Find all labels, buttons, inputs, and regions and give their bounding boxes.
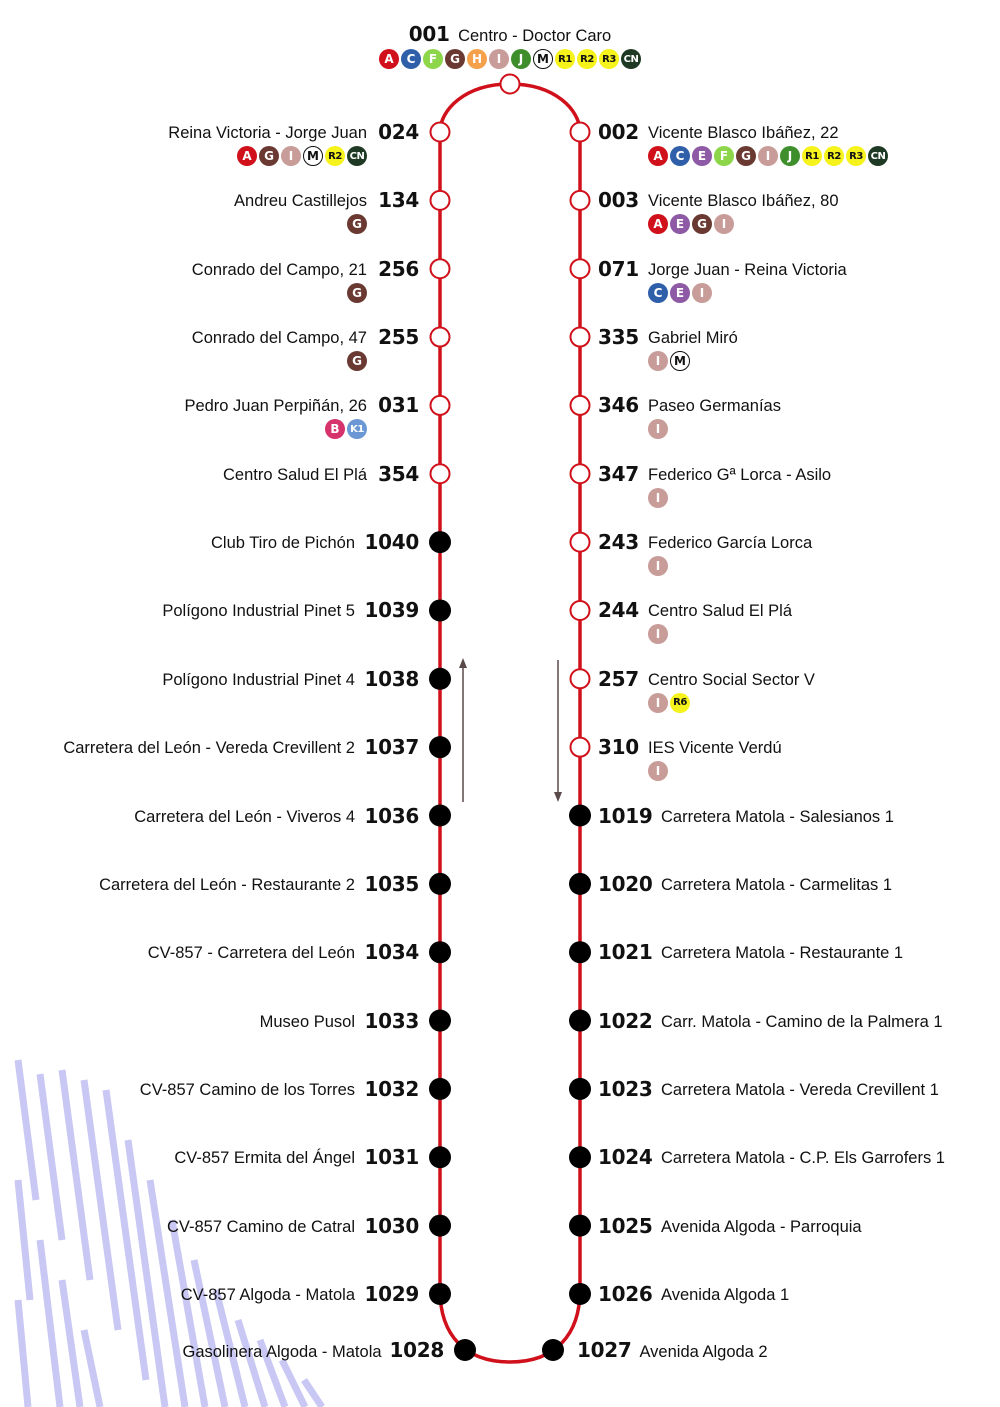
stop-name: Andreu Castillejos	[234, 192, 367, 211]
stop-code: 243	[598, 530, 639, 555]
stop-marker-257	[571, 669, 590, 688]
stop-marker-354	[431, 464, 450, 483]
stop-marker-1027	[542, 1339, 564, 1361]
line-badge-c[interactable]: C	[401, 49, 421, 69]
stop-name: Centro Salud El Plá	[223, 465, 367, 484]
route-line	[440, 84, 580, 1362]
line-badge-f[interactable]: F	[714, 146, 734, 166]
line-badge-r2[interactable]: R2	[577, 49, 597, 69]
stop-code: 1034	[364, 940, 419, 965]
line-badge-m[interactable]: M	[533, 49, 553, 69]
stop-1019[interactable]	[598, 804, 998, 854]
line-badge-i[interactable]: I	[648, 419, 668, 439]
stop-1027[interactable]	[577, 1338, 768, 1364]
stop-marker-347	[571, 464, 590, 483]
line-badge-a[interactable]: A	[648, 146, 668, 166]
stop-lines	[648, 488, 668, 508]
stop-lines	[648, 624, 668, 644]
line-badge-i[interactable]: I	[281, 146, 301, 166]
stop-lines	[325, 419, 367, 439]
stop-lines	[347, 214, 367, 234]
line-badge-g[interactable]: G	[259, 146, 279, 166]
line-badge-f[interactable]: F	[423, 49, 443, 69]
line-badge-j[interactable]: J	[780, 146, 800, 166]
stop-002[interactable]	[598, 120, 998, 170]
stop-marker-071	[571, 259, 590, 278]
stop-name: Carretera Matola - C.P. Els Garrofers 1	[661, 1149, 945, 1168]
stop-code: 255	[378, 325, 419, 350]
line-badge-a[interactable]: A	[379, 49, 399, 69]
top-stop-label	[0, 22, 1000, 46]
stop-name: Gasolinera Algoda - Matola	[182, 1343, 382, 1361]
stop-code: 1023	[598, 1076, 653, 1101]
stop-1025[interactable]	[598, 1214, 998, 1264]
stop-name: Carretera del León - Vereda Crevillent 2	[63, 739, 355, 758]
line-badge-m[interactable]: M	[303, 146, 323, 166]
stop-255[interactable]	[19, 325, 419, 375]
stop-code: 335	[598, 325, 639, 350]
stop-name: CV-857 - Carretera del León	[147, 944, 355, 963]
line-badge-g[interactable]: G	[347, 351, 367, 371]
stop-name: Federico Gª Lorca - Asilo	[648, 465, 832, 484]
stop-lines	[648, 556, 668, 576]
line-badge-r6[interactable]: R6	[670, 693, 690, 713]
stop-1035[interactable]	[19, 872, 419, 922]
stop-marker-1035	[429, 873, 451, 895]
stop-marker-1040	[429, 531, 451, 553]
stop-1038[interactable]	[19, 667, 419, 717]
stop-marker-244	[571, 601, 590, 620]
stop-marker-031	[431, 396, 450, 415]
stop-code: 1026	[598, 1281, 653, 1306]
stop-1037[interactable]	[19, 735, 419, 785]
stop-003[interactable]	[598, 188, 998, 238]
stop-code: 134	[378, 188, 419, 213]
stop-code: 071	[598, 256, 639, 281]
stop-name: Carretera Matola - Carmelitas 1	[661, 875, 893, 894]
stop-code: 1035	[364, 871, 419, 896]
stop-lines	[347, 283, 367, 303]
stop-marker-310	[571, 738, 590, 757]
stop-marker-024	[431, 123, 450, 142]
stop-code: 347	[598, 461, 639, 486]
stop-071[interactable]	[598, 257, 998, 307]
stop-code: 1020	[598, 871, 653, 896]
top-stop-name: Centro - Doctor Caro	[458, 27, 612, 45]
line-badge-i[interactable]: I	[648, 693, 668, 713]
stop-marker-346	[571, 396, 590, 415]
stop-code: 1032	[364, 1076, 419, 1101]
line-badge-k1[interactable]: K1	[347, 419, 367, 439]
stop-name: Federico García Lorca	[648, 534, 813, 553]
stop-name: Vicente Blasco Ibáñez, 22	[648, 124, 839, 142]
line-badge-c[interactable]: C	[670, 146, 690, 166]
stop-code: 346	[598, 393, 639, 418]
stop-1036[interactable]	[19, 804, 419, 854]
stop-1033[interactable]	[19, 1009, 419, 1059]
stop-code: 024	[378, 120, 419, 144]
line-badge-c[interactable]: C	[648, 283, 668, 303]
stop-1032[interactable]	[19, 1077, 419, 1127]
stop-name: Avenida Algoda 2	[639, 1343, 768, 1361]
stop-name: Carretera del León - Restaurante 2	[99, 875, 355, 894]
stop-243[interactable]	[598, 530, 998, 580]
stop-code: 1030	[364, 1213, 419, 1238]
stop-1030[interactable]	[19, 1214, 419, 1264]
stop-name: Club Tiro de Pichón	[211, 534, 355, 553]
stop-name: Paseo Germanías	[648, 397, 781, 416]
stop-code: 002	[598, 120, 639, 144]
stop-335[interactable]	[598, 325, 998, 375]
line-badge-b[interactable]: B	[325, 419, 345, 439]
line-badge-i[interactable]: I	[692, 283, 712, 303]
line-badge-i[interactable]: I	[489, 49, 509, 69]
line-badge-g[interactable]: G	[445, 49, 465, 69]
line-badge-g[interactable]: G	[692, 214, 712, 234]
stop-code: 1022	[598, 1008, 653, 1033]
stop-marker-1036	[429, 805, 451, 827]
stop-257[interactable]	[598, 667, 998, 717]
stop-code: 1031	[364, 1145, 419, 1170]
stop-marker-243	[571, 533, 590, 552]
stop-code: 1025	[598, 1213, 653, 1238]
line-badge-r2[interactable]: R2	[325, 146, 345, 166]
stop-name: Carretera Matola - Vereda Crevillent 1	[661, 1080, 939, 1099]
stop-name: Jorge Juan - Reina Victoria	[648, 260, 847, 279]
stop-code: 1027	[577, 1338, 632, 1362]
line-badge-m[interactable]: M	[670, 351, 690, 371]
stop-code: 244	[598, 598, 639, 623]
stop-031[interactable]	[19, 393, 419, 443]
stop-name: Gabriel Miró	[648, 329, 738, 348]
line-badge-j[interactable]: J	[511, 49, 531, 69]
stop-code: 1019	[598, 803, 653, 828]
line-badge-a[interactable]: A	[237, 146, 257, 166]
stop-marker-002	[571, 123, 590, 142]
line-badge-r1[interactable]: R1	[555, 49, 575, 69]
stop-name: Pedro Juan Perpiñán, 26	[184, 397, 367, 416]
line-badge-i[interactable]: I	[758, 146, 778, 166]
stop-name: Centro Social Sector V	[648, 670, 815, 689]
stop-name: CV-857 Ermita del Ángel	[174, 1149, 355, 1168]
stop-code: 1036	[364, 803, 419, 828]
stop-lines	[648, 351, 690, 371]
stop-marker-1037	[429, 736, 451, 758]
line-badge-r3[interactable]: R3	[599, 49, 619, 69]
line-badge-e[interactable]: E	[670, 283, 690, 303]
stop-marker-1038	[429, 668, 451, 690]
stop-name: Avenida Algoda - Parroquia	[661, 1217, 862, 1236]
stop-346[interactable]	[598, 393, 998, 443]
line-badge-e[interactable]: E	[692, 146, 712, 166]
stop-code: 310	[598, 735, 639, 760]
line-badge-i[interactable]: I	[648, 761, 668, 781]
stop-marker-1034	[429, 941, 451, 963]
stop-code: 1037	[364, 735, 419, 760]
stop-code: 1039	[364, 598, 419, 623]
stop-lines	[648, 146, 888, 166]
stop-code: 1033	[364, 1008, 419, 1033]
stop-1040[interactable]	[19, 530, 419, 580]
line-badge-i[interactable]: I	[648, 556, 668, 576]
stop-name: Carretera Matola - Salesianos 1	[661, 807, 894, 826]
stop-name: Carretera del León - Viveros 4	[134, 807, 355, 826]
line-badge-i[interactable]: I	[648, 488, 668, 508]
line-badge-r3[interactable]: R3	[846, 146, 866, 166]
stop-code: 1028	[389, 1338, 444, 1362]
stop-marker-1021	[569, 941, 591, 963]
line-badge-i[interactable]: I	[714, 214, 734, 234]
stop-lines	[237, 146, 367, 166]
stop-marker-1019	[569, 805, 591, 827]
top-stop-code: 001	[408, 22, 450, 46]
stop-name: CV-857 Algoda - Matola	[180, 1285, 355, 1304]
stop-1022[interactable]	[598, 1009, 998, 1059]
stop-code: 031	[378, 393, 419, 418]
stop-1024[interactable]	[598, 1145, 998, 1195]
line-badge-r1[interactable]: R1	[802, 146, 822, 166]
stop-marker-1020	[569, 873, 591, 895]
up-arrow-head	[459, 658, 467, 668]
line-badge-g[interactable]: G	[736, 146, 756, 166]
stop-marker-1025	[569, 1215, 591, 1237]
stop-marker-1030	[429, 1215, 451, 1237]
stop-marker-003	[571, 191, 590, 210]
stop-code: 256	[378, 256, 419, 281]
line-badge-cn[interactable]: CN	[621, 49, 641, 69]
line-badge-i[interactable]: I	[648, 624, 668, 644]
stop-1026[interactable]	[598, 1282, 998, 1332]
line-badge-h[interactable]: H	[467, 49, 487, 69]
stop-1031[interactable]	[19, 1145, 419, 1195]
stop-marker-335	[571, 328, 590, 347]
stop-code: 354	[378, 461, 419, 486]
line-badge-e[interactable]: E	[670, 214, 690, 234]
stop-lines	[347, 351, 367, 371]
stop-code: 1021	[598, 940, 653, 965]
stop-name: Carretera Matola - Restaurante 1	[661, 944, 904, 963]
stop-code: 1029	[364, 1281, 419, 1306]
stop-name: Centro Salud El Plá	[648, 602, 792, 621]
stop-name: Carr. Matola - Camino de la Palmera 1	[661, 1012, 943, 1031]
stop-256[interactable]	[19, 257, 419, 307]
stop-marker-1031	[429, 1146, 451, 1168]
stop-024[interactable]	[19, 120, 419, 170]
stop-name: Conrado del Campo, 47	[191, 329, 367, 348]
stop-marker-1024	[569, 1146, 591, 1168]
stop-name: Avenida Algoda 1	[661, 1285, 790, 1304]
stop-code: 1024	[598, 1145, 653, 1170]
stop-lines	[648, 693, 690, 713]
stop-lines	[648, 283, 712, 303]
stop-code: 003	[598, 188, 639, 213]
stop-354[interactable]	[19, 462, 419, 512]
stop-marker-1039	[429, 599, 451, 621]
stop-marker-1033	[429, 1010, 451, 1032]
stop-marker-256	[431, 259, 450, 278]
stop-1029[interactable]	[19, 1282, 419, 1332]
stop-1020[interactable]	[598, 872, 998, 922]
stop-marker-001	[501, 75, 520, 94]
stop-name: IES Vicente Verdú	[648, 739, 782, 758]
stop-marker-1028	[454, 1339, 476, 1361]
stop-name: Polígono Industrial Pinet 4	[162, 670, 355, 689]
stop-marker-1032	[429, 1078, 451, 1100]
top-stop-lines	[0, 49, 1000, 69]
stop-347[interactable]	[598, 462, 998, 512]
stop-1028[interactable]	[183, 1338, 445, 1364]
stop-lines	[648, 419, 668, 439]
stop-1039[interactable]	[19, 598, 419, 648]
line-badge-cn[interactable]: CN	[347, 146, 367, 166]
line-badge-g[interactable]: G	[347, 283, 367, 303]
stop-310[interactable]	[598, 735, 998, 785]
line-badge-i[interactable]: I	[648, 351, 668, 371]
stop-1023[interactable]	[598, 1077, 998, 1127]
stop-name: CV-857 Camino de los Torres	[139, 1080, 355, 1099]
line-badge-g[interactable]: G	[347, 214, 367, 234]
stop-1034[interactable]	[19, 940, 419, 990]
stop-name: Polígono Industrial Pinet 5	[162, 602, 355, 621]
stop-134[interactable]	[19, 188, 419, 238]
stop-code: 257	[598, 666, 639, 691]
stop-code: 1038	[364, 666, 419, 691]
stop-marker-255	[431, 328, 450, 347]
stop-marker-134	[431, 191, 450, 210]
stop-244[interactable]	[598, 598, 998, 648]
stop-marker-1026	[569, 1283, 591, 1305]
stop-name: Vicente Blasco Ibáñez, 80	[648, 192, 839, 211]
down-arrow-head	[554, 792, 562, 802]
stop-code: 1040	[364, 530, 419, 555]
stop-lines	[648, 214, 734, 234]
stop-marker-1029	[429, 1283, 451, 1305]
stop-name: Conrado del Campo, 21	[191, 260, 367, 279]
stop-marker-1022	[569, 1010, 591, 1032]
stop-1021[interactable]	[598, 940, 998, 990]
line-badge-a[interactable]: A	[648, 214, 668, 234]
stop-name: Museo Pusol	[259, 1012, 355, 1031]
stop-name: Reina Victoria - Jorge Juan	[168, 124, 367, 142]
stop-marker-1023	[569, 1078, 591, 1100]
direction-arrows	[459, 658, 562, 802]
stop-name: CV-857 Camino de Catral	[166, 1217, 355, 1236]
line-badge-cn[interactable]: CN	[868, 146, 888, 166]
stop-lines	[648, 761, 668, 781]
line-badge-r2[interactable]: R2	[824, 146, 844, 166]
